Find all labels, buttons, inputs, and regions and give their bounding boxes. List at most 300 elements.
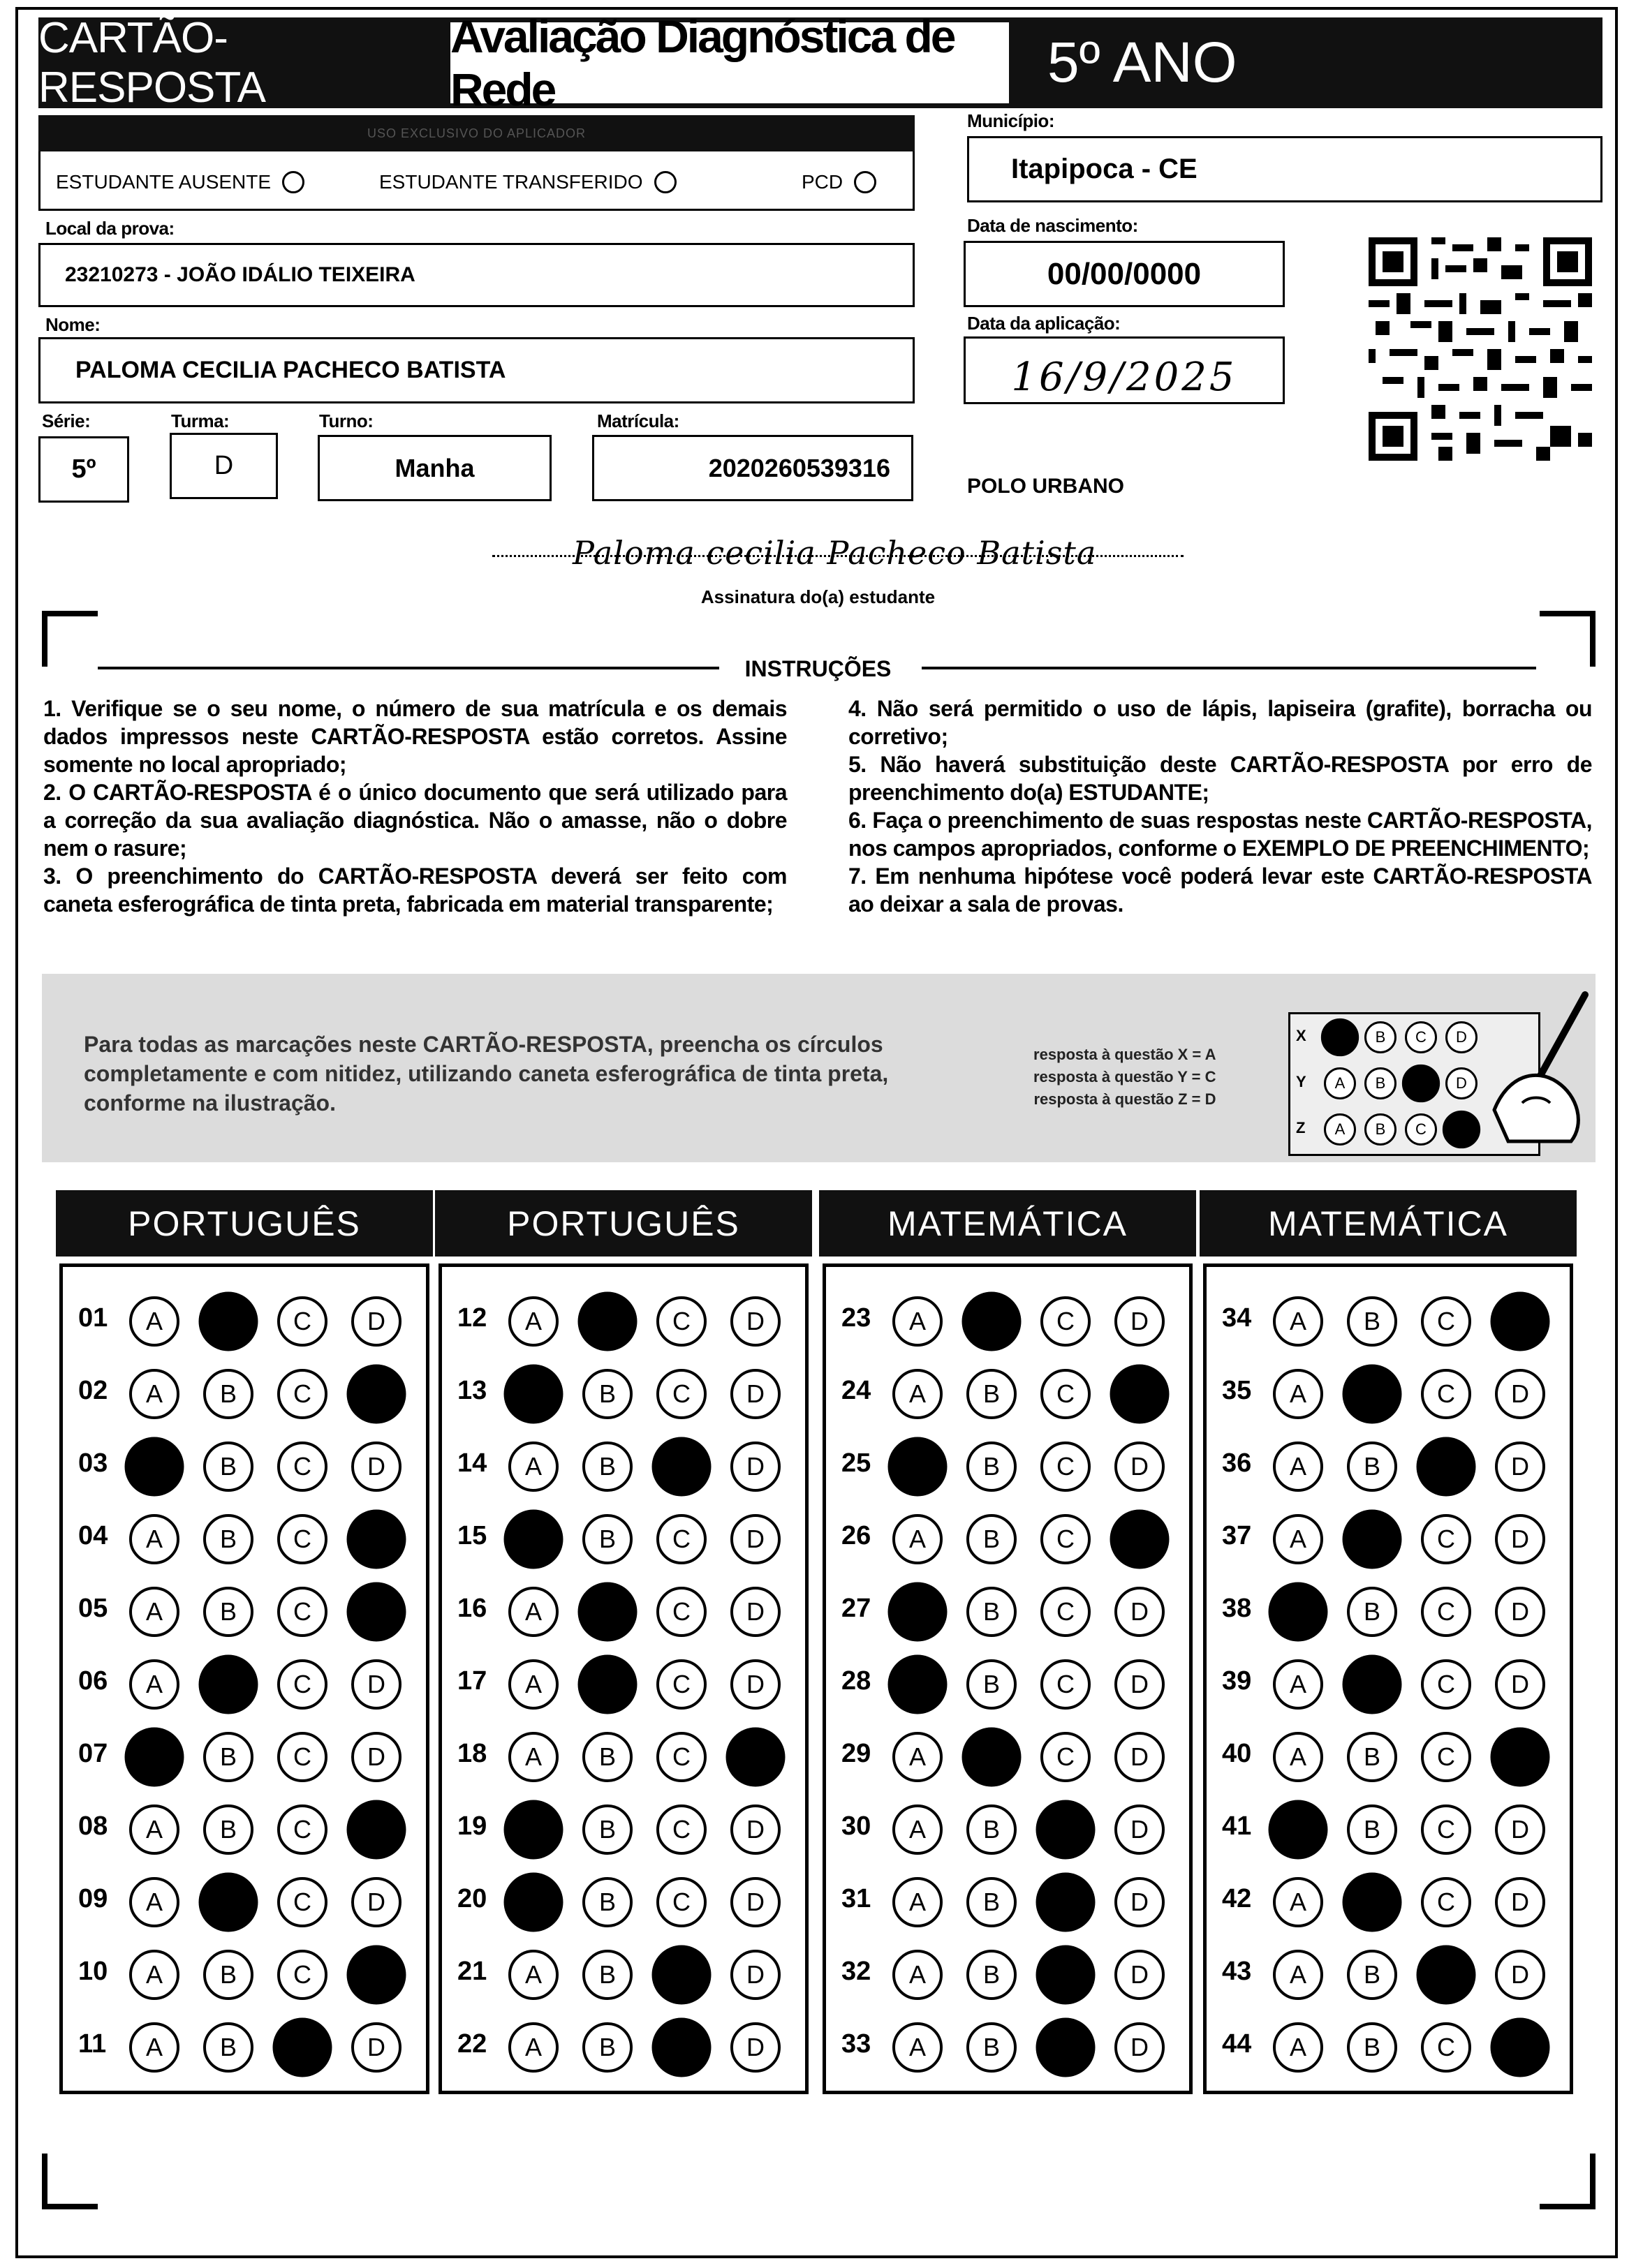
answer-bubble-a[interactable]: A [129,1587,179,1637]
answer-bubble-c[interactable]: C [656,1514,707,1564]
answer-bubble-d[interactable]: D [1495,1369,1545,1419]
question-number: 07 [78,1739,108,1768]
answer-bubble-a[interactable]: A [1273,1732,1323,1782]
answer-bubble-d[interactable]: D [1495,1514,1545,1564]
answer-bubble-c[interactable]: C [277,1514,327,1564]
answer-bubble-d[interactable]: D [1114,1804,1165,1855]
answer-bubble-b[interactable]: B [966,1877,1017,1927]
question-number: 40 [1222,1739,1252,1768]
answer-bubble-a-marked[interactable] [888,1583,948,1642]
example-bubble: D [1445,1067,1477,1099]
answer-bubble-a-marked[interactable] [504,1510,563,1569]
answer-bubble-a[interactable]: A [1273,1659,1323,1710]
answer-bubble-c-marked[interactable] [652,1945,712,2005]
question-number: 27 [841,1594,871,1623]
question-row [442,1795,805,1858]
answer-bubble-d-marked[interactable] [1110,1510,1170,1569]
answer-bubble-a[interactable]: A [129,1804,179,1855]
aplicacao-label: Data da aplicação: [967,313,1121,334]
instruction-item: 7. Em nenhuma hipótese você poderá levar este CARTÃO-RESPOSTA ao deixar a sala de provas. [848,864,1592,917]
panel-title: PORTUGUÊS [56,1190,433,1257]
question-row [442,1504,805,1567]
example-bubble: B [1364,1067,1397,1099]
question-row [1207,1940,1570,2003]
answer-bubble-a-marked[interactable] [1269,1800,1328,1860]
answer-bubble-d[interactable]: D [351,2022,401,2073]
answer-bubble-d[interactable]: D [730,1514,781,1564]
example-bubble: C [1405,1113,1437,1146]
transferred-bubble[interactable] [654,171,677,193]
answer-bubble-b-marked[interactable] [1343,1655,1402,1714]
pcd-option[interactable] [802,171,876,193]
question-row [442,1867,805,1930]
answer-bubble-b[interactable]: B [203,1732,253,1782]
answer-bubble-a[interactable]: A [1273,1514,1323,1564]
answer-bubble-b-marked[interactable] [199,1655,258,1714]
answer-bubble-d[interactable]: D [1495,1659,1545,1710]
answer-bubble-d[interactable]: D [1114,1732,1165,1782]
question-number: 15 [457,1521,487,1550]
answer-bubble-b[interactable]: B [582,1877,633,1927]
local-label: Local da prova: [45,218,175,239]
applicator-bar: USO EXCLUSIVO DO APLICADOR [38,115,915,151]
answer-bubble-d-marked[interactable] [347,1510,406,1569]
answer-bubble-d[interactable]: D [730,2022,781,2073]
answer-bubble-b[interactable]: B [1347,1950,1397,2000]
example-bubble: A [1324,1113,1356,1146]
answer-bubble-a[interactable]: A [129,1950,179,2000]
answer-bubble-d[interactable]: D [351,1732,401,1782]
answer-bubble-c-marked[interactable] [1417,1437,1476,1497]
answer-bubble-c-marked[interactable] [1036,1945,1096,2005]
answer-bubble-c[interactable]: C [656,1659,707,1710]
question-number: 02 [78,1376,108,1405]
question-row [442,1577,805,1640]
answer-bubble-a[interactable]: A [892,1804,943,1855]
question-number: 31 [841,1884,871,1913]
answer-bubble-c[interactable]: C [1421,1804,1471,1855]
matricula-field: 2020260539316 [592,435,913,501]
answer-bubble-b[interactable]: B [966,1950,1017,2000]
question-row [442,1650,805,1712]
question-row [826,1795,1189,1858]
question-number: 41 [1222,1811,1252,1841]
answer-bubble-b[interactable]: B [203,1804,253,1855]
answer-bubble-b-marked[interactable] [578,1655,638,1714]
example-legend-x: resposta à questão X = A [1033,1046,1216,1063]
question-row [442,1287,805,1349]
signature: Paloma cecilia Pacheco Batista [573,534,1097,572]
answer-bubble-a[interactable]: A [1273,1950,1323,2000]
answer-bubble-c[interactable]: C [1040,1441,1091,1492]
answer-bubble-c[interactable]: C [1040,1514,1091,1564]
grade-title: 5º ANO [1047,31,1237,94]
card-title: CARTÃO-RESPOSTA [38,14,266,112]
question-number: 33 [841,2029,871,2059]
answer-bubble-c[interactable]: C [1421,1514,1471,1564]
answer-bubble-a[interactable]: A [1273,2022,1323,2073]
signature-label: Assinatura do(a) estudante [700,586,936,607]
answer-bubble-b[interactable]: B [966,1804,1017,1855]
question-row [63,1287,426,1349]
question-row [1207,1650,1570,1712]
absent-option[interactable] [56,171,304,193]
answer-bubble-b[interactable]: B [203,2022,253,2073]
aplicacao-field [964,336,1285,404]
nascimento-label: Data de nascimento: [967,215,1138,236]
answer-bubble-b[interactable]: B [203,1950,253,2000]
answer-bubble-a-marked[interactable] [888,1655,948,1714]
answer-bubble-a[interactable]: A [129,1514,179,1564]
answer-bubble-d[interactable]: D [730,1877,781,1927]
answer-bubble-a[interactable]: A [892,1369,943,1419]
answer-bubble-c-marked[interactable] [652,2018,712,2077]
answer-bubble-c[interactable]: C [1421,1296,1471,1347]
answer-bubble-a[interactable]: A [129,1659,179,1710]
answer-bubble-d[interactable]: D [730,1369,781,1419]
answer-bubble-b[interactable]: B [966,1441,1017,1492]
serie-label: Série: [42,410,91,431]
answer-bubble-c[interactable]: C [1040,1659,1091,1710]
answer-bubble-c[interactable]: C [1040,1732,1091,1782]
answer-bubble-b[interactable]: B [582,2022,633,2073]
panel-title: MATEMÁTICA [819,1190,1196,1257]
instruction-item: 4. Não será permitido o uso de lápis, lapiseira (grafite), borracha ou corretivo; [848,696,1592,749]
answer-bubble-a[interactable]: A [129,1877,179,1927]
answer-bubble-c[interactable]: C [656,1877,707,1927]
answer-bubble-a[interactable]: A [129,1296,179,1347]
answer-bubble-c[interactable]: C [1421,1587,1471,1637]
answer-bubble-d[interactable]: D [730,1441,781,1492]
question-number: 11 [78,2029,107,2059]
instructions-title: INSTRUÇÕES [744,656,892,681]
answer-bubble-c[interactable]: C [1040,1369,1091,1419]
answer-panel [59,1263,429,2094]
answer-bubble-a[interactable]: A [508,1659,559,1710]
answer-bubble-d[interactable]: D [351,1441,401,1492]
answer-bubble-b[interactable]: B [582,1950,633,2000]
answer-bubble-d[interactable]: D [730,1587,781,1637]
answer-bubble-b[interactable]: B [1347,1732,1397,1782]
answer-bubble-c[interactable]: C [277,1950,327,2000]
answer-bubble-d-marked[interactable] [1491,1292,1550,1351]
question-number: 23 [841,1303,871,1333]
answer-bubble-d[interactable]: D [730,1950,781,2000]
answer-bubble-a[interactable]: A [508,1296,559,1347]
instruction-item: 2. O CARTÃO-RESPOSTA é o único documento que será utilizado para a correção da sua avaliação diagnóstica. Não o amasse, não o dobre nem o rasure; [43,780,787,861]
question-row [1207,1795,1570,1858]
question-row [1207,2013,1570,2075]
answer-bubble-a[interactable]: A [892,2022,943,2073]
answer-bubble-d[interactable]: D [1114,1659,1165,1710]
answer-bubble-a[interactable]: A [892,1877,943,1927]
answer-bubble-c[interactable]: C [1421,1877,1471,1927]
question-row [63,1867,426,1930]
example-legend [1033,1044,1216,1111]
answer-bubble-c[interactable]: C [1421,1732,1471,1782]
answer-bubble-c-marked[interactable] [1036,1800,1096,1860]
question-number: 26 [841,1521,871,1550]
answer-bubble-d[interactable]: D [1114,1950,1165,2000]
answer-bubble-a[interactable]: A [508,1587,559,1637]
question-number: 05 [78,1594,108,1623]
answer-bubble-b[interactable]: B [966,1514,1017,1564]
answer-bubble-d[interactable]: D [730,1659,781,1710]
answer-bubble-c-marked[interactable] [273,2018,332,2077]
answer-panel [823,1263,1193,2094]
answer-bubble-d-marked[interactable] [347,1365,406,1424]
answer-bubble-c-marked[interactable] [1417,1945,1476,2005]
answer-panel [439,1263,809,2094]
answer-bubble-d[interactable]: D [730,1804,781,1855]
example-text: Para todas as marcações neste CARTÃO-RESPOSTA, preencha os círculos completamente e com nitidez, utilizando caneta esferográfica de tinta preta, conforme na ilustração. [84,1032,889,1116]
answer-bubble-d-marked[interactable] [726,1728,786,1787]
answer-bubble-c[interactable]: C [1040,1296,1091,1347]
absent-bubble[interactable] [282,171,304,193]
instructions-right [848,695,1592,918]
answer-bubble-a[interactable]: A [508,2022,559,2073]
question-number: 39 [1222,1666,1252,1696]
question-row [826,1504,1189,1567]
answer-bubble-a[interactable]: A [1273,1296,1323,1347]
question-row [442,1722,805,1785]
question-number: 09 [78,1884,108,1913]
answer-bubble-b[interactable]: B [1347,1804,1397,1855]
question-row [63,1432,426,1495]
answer-bubble-b[interactable]: B [966,1659,1017,1710]
question-number: 06 [78,1666,108,1696]
question-row [1207,1722,1570,1785]
answer-bubble-b[interactable]: B [582,1514,633,1564]
question-row [1207,1432,1570,1495]
question-number: 42 [1222,1884,1252,1913]
matricula-label: Matrícula: [597,410,679,431]
example-question-label: Y [1296,1073,1306,1090]
serie-field: 5º [38,436,129,503]
answer-bubble-b[interactable]: B [966,1369,1017,1419]
question-row [442,1432,805,1495]
answer-bubble-c[interactable]: C [277,1732,327,1782]
answer-bubble-d[interactable]: D [1495,1441,1545,1492]
local-field: 23210273 - JOÃO IDÁLIO TEIXEIRA [38,243,915,307]
answer-bubble-b[interactable]: B [1347,1587,1397,1637]
answer-bubble-c[interactable]: C [656,1369,707,1419]
answer-bubble-a[interactable]: A [129,2022,179,2073]
answer-bubble-a-marked[interactable] [504,1800,563,1860]
answer-bubble-b[interactable]: B [1347,2022,1397,2073]
answer-bubble-a[interactable]: A [129,1369,179,1419]
answer-bubble-d-marked[interactable] [347,1583,406,1642]
question-row [826,1722,1189,1785]
answer-bubble-d[interactable]: D [1495,1587,1545,1637]
answer-bubble-c[interactable]: C [1040,1587,1091,1637]
answer-bubble-d[interactable]: D [730,1296,781,1347]
answer-bubble-d[interactable]: D [1114,1296,1165,1347]
question-number: 18 [457,1739,487,1768]
question-row [63,1650,426,1712]
answer-bubble-c[interactable]: C [277,1659,327,1710]
answer-bubble-b-marked[interactable] [1343,1510,1402,1569]
answer-bubble-c[interactable]: C [656,1732,707,1782]
answer-bubble-d-marked[interactable] [1110,1365,1170,1424]
question-row [1207,1577,1570,1640]
answer-bubble-b-marked[interactable] [578,1292,638,1351]
nome-field: PALOMA CECILIA PACHECO BATISTA [38,337,915,403]
pcd-bubble[interactable] [854,171,876,193]
question-row [826,1650,1189,1712]
example-bubble [1321,1018,1359,1056]
answer-bubble-d-marked[interactable] [1491,1728,1550,1787]
answer-bubble-a[interactable]: A [892,1732,943,1782]
answer-bubble-a[interactable]: A [1273,1369,1323,1419]
answer-bubble-b[interactable]: B [582,1369,633,1419]
answer-bubble-b[interactable]: B [203,1587,253,1637]
answer-bubble-c[interactable]: C [277,1877,327,1927]
question-row [1207,1504,1570,1567]
answer-bubble-d[interactable]: D [1495,1804,1545,1855]
turno-label: Turno: [319,410,374,431]
answer-bubble-b-marked[interactable] [199,1873,258,1932]
answer-bubble-d[interactable]: D [1495,1877,1545,1927]
question-row [826,1287,1189,1349]
answer-bubble-b[interactable]: B [582,1732,633,1782]
answer-bubble-a[interactable]: A [892,1950,943,2000]
nascimento-field: 00/00/0000 [964,241,1285,307]
answer-bubble-c[interactable]: C [277,1804,327,1855]
answer-bubble-d-marked[interactable] [347,1800,406,1860]
answer-bubble-a[interactable]: A [892,1296,943,1347]
question-row [1207,1359,1570,1422]
answer-bubble-b-marked[interactable] [962,1728,1022,1787]
answer-bubble-c[interactable]: C [1421,1659,1471,1710]
answer-bubble-b-marked[interactable] [199,1292,258,1351]
answer-bubble-b-marked[interactable] [578,1583,638,1642]
example-question-label: X [1296,1027,1306,1044]
question-number: 16 [457,1594,487,1623]
answer-bubble-b[interactable]: B [582,1441,633,1492]
answer-bubble-c[interactable]: C [656,1296,707,1347]
example-legend-z: resposta à questão Z = D [1033,1090,1216,1108]
answer-bubble-a-marked[interactable] [504,1873,563,1932]
answer-bubble-c[interactable]: C [656,1804,707,1855]
question-row [826,1577,1189,1640]
turma-label: Turma: [171,410,230,431]
example-question-label: Z [1296,1119,1306,1136]
answer-bubble-c-marked[interactable] [1036,1873,1096,1932]
answer-bubble-a-marked[interactable] [504,1365,563,1424]
transferred-label: ESTUDANTE TRANSFERIDO [379,171,643,193]
answer-bubble-b[interactable]: B [966,1587,1017,1637]
answer-bubble-d[interactable]: D [351,1877,401,1927]
answer-bubble-c[interactable]: C [1421,2022,1471,2073]
question-number: 14 [457,1448,487,1478]
answer-bubble-a[interactable]: A [508,1732,559,1782]
answer-bubble-b[interactable]: B [1347,1296,1397,1347]
instruction-item: 5. Não haverá substituição deste CARTÃO-RESPOSTA por erro de preenchimento do(a) ESTUDANTE; [848,752,1592,805]
answer-bubble-a[interactable]: A [1273,1877,1323,1927]
answer-bubble-c[interactable]: C [277,1369,327,1419]
answer-bubble-b[interactable]: B [203,1514,253,1564]
answer-bubble-b[interactable]: B [203,1369,253,1419]
question-number: 25 [841,1448,871,1478]
question-row [63,1359,426,1422]
answer-bubble-d[interactable]: D [1114,1587,1165,1637]
question-row [63,1795,426,1858]
question-row [826,1432,1189,1495]
answer-bubble-c[interactable]: C [656,1587,707,1637]
answer-bubble-d[interactable]: D [351,1659,401,1710]
answer-bubble-c[interactable]: C [277,1441,327,1492]
transferred-option[interactable] [379,171,677,193]
answer-bubble-a-marked[interactable] [888,1437,948,1497]
question-number: 44 [1222,2029,1252,2059]
answer-bubble-d[interactable]: D [1114,2022,1165,2073]
question-row [826,1940,1189,2003]
question-number: 29 [841,1739,871,1768]
instruction-item: 1. Verifique se o seu nome, o número de sua matrícula e os demais dados impressos neste CARTÃO-RESPOSTA estão corretos. Assine somente no local apropriado; [43,696,787,777]
panel-title: PORTUGUÊS [435,1190,812,1257]
answer-bubble-b[interactable]: B [582,1804,633,1855]
question-number: 35 [1222,1376,1252,1405]
answer-bubble-b[interactable]: B [1347,1441,1397,1492]
answer-bubble-d[interactable]: D [1495,1950,1545,2000]
answer-bubble-d[interactable]: D [1114,1877,1165,1927]
turno-field: Manha [318,435,552,501]
answer-bubble-b-marked[interactable] [1343,1873,1402,1932]
answer-bubble-a[interactable]: A [508,1950,559,2000]
answer-bubble-d-marked[interactable] [347,1945,406,2005]
municipio-label: Município: [967,110,1054,131]
answer-bubble-a-marked[interactable] [1269,1583,1328,1642]
question-number: 03 [78,1448,108,1478]
answer-bubble-a[interactable]: A [1273,1441,1323,1492]
answer-bubble-a-marked[interactable] [125,1437,184,1497]
answer-bubble-d[interactable]: D [1114,1441,1165,1492]
answer-bubble-c-marked[interactable] [1036,2018,1096,2077]
pcd-label: PCD [802,171,843,193]
answer-bubble-a-marked[interactable] [125,1728,184,1787]
answer-panel [1203,1263,1573,2094]
answer-bubble-c[interactable]: C [1421,1369,1471,1419]
example-bubble: B [1364,1113,1397,1146]
answer-bubble-d-marked[interactable] [1491,2018,1550,2077]
question-number: 30 [841,1811,871,1841]
example-bubble: A [1324,1067,1356,1099]
answer-bubble-a[interactable]: A [892,1514,943,1564]
exam-title: Avaliação Diagnóstica de Rede [450,22,1009,103]
answer-bubble-d[interactable]: D [351,1296,401,1347]
question-number: 19 [457,1811,487,1841]
example-bubble [1402,1065,1440,1102]
answer-bubble-c[interactable]: C [277,1296,327,1347]
question-row [1207,1287,1570,1349]
instructions-left [43,695,787,918]
question-number: 10 [78,1957,108,1986]
answer-bubble-b-marked[interactable] [1343,1365,1402,1424]
municipio-field: Itapipoca - CE [967,136,1602,202]
example-legend-y: resposta à questão Y = C [1033,1068,1216,1085]
answer-bubble-a[interactable]: A [508,1441,559,1492]
polo-label: POLO URBANO [967,475,1124,498]
aplicacao-handwriting: 16/9/2025 [1011,355,1237,400]
answer-bubble-b-marked[interactable] [962,1292,1022,1351]
question-row [63,1504,426,1567]
answer-bubble-b[interactable]: B [966,2022,1017,2073]
answer-bubble-b[interactable]: B [203,1441,253,1492]
answer-bubble-c-marked[interactable] [652,1437,712,1497]
answer-bubble-c[interactable]: C [277,1587,327,1637]
question-number: 01 [78,1303,108,1333]
